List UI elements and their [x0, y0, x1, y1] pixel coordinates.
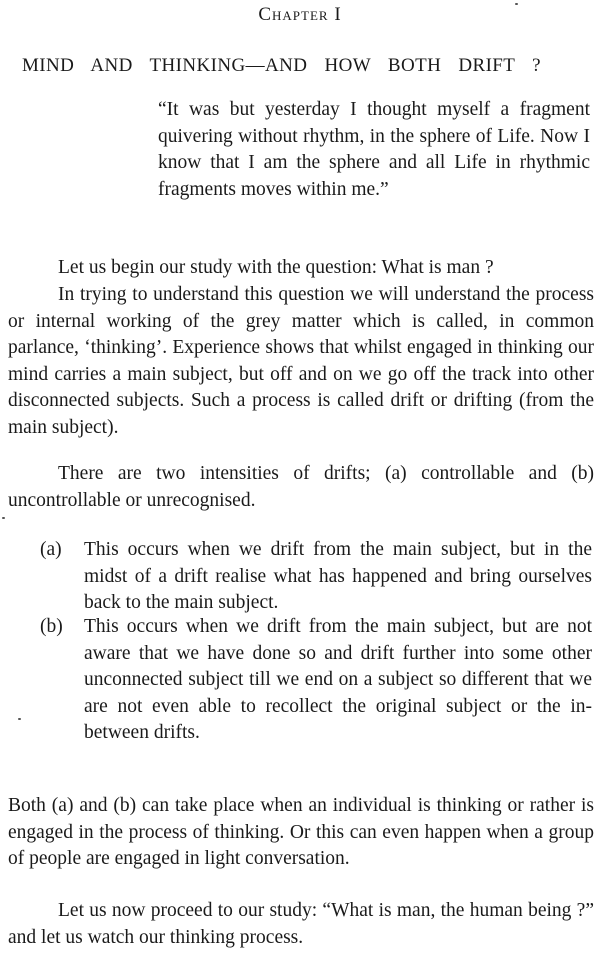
- print-speck: [515, 3, 518, 5]
- list-text-a: This occurs when we drift from the main subject, but in the midst of a drift realise what has happened and bring ourselves back to the main subject.: [84, 539, 592, 613]
- list-marker-a: (a): [40, 539, 62, 560]
- print-speck: [18, 718, 21, 720]
- list-marker-b: (b): [40, 616, 63, 637]
- print-speck: [2, 517, 5, 519]
- chapter-title: MIND AND THINKING—AND HOW BOTH DRIFT ?: [22, 55, 541, 76]
- paragraph-two-intensities: There are two intensities of drifts; (a) controllable and (b) uncontrollable or unrecognised.: [8, 463, 594, 511]
- chapter-label: Chapter I: [258, 4, 342, 25]
- epigraph-quote: “It was but yesterday I thought myself a fragment quivering without rhythm, in the sphere of Life. Now I know that I am the sphere and all Life in rhythmic fragments moves within me.”: [158, 99, 590, 200]
- list-item-b: [40, 614, 592, 747]
- paragraph-both: Both (a) and (b) can take place when an individual is thinking or rather is engaged in the process of thinking. Or this can even happen when a group of people are engaged in light conversation.: [8, 795, 594, 869]
- paragraph-trying: In trying to understand this question we will understand the process or internal working of the grey matter which is called, in common parlance, ‘thinking’. Experience shows that whilst engaged in thinking our mind carries a main subject, but off and on we go off the track into other disconnected subjects. Such a process is called drift or drifting (from the main subject).: [8, 284, 594, 438]
- list-text-b: This occurs when we drift from the main subject, but are not aware that we have done so and drift further into some other unconnected subject till we end on a subject so different that we are not even able to recollect the original subject or the in-between drifts.: [84, 616, 592, 743]
- list-item-a: [40, 537, 592, 617]
- paragraph-proceed: Let us now proceed to our study: “What is man, the human being ?” and let us watch our thinking process.: [8, 900, 594, 948]
- paragraph-begin: Let us begin our study with the question: What is man ?: [58, 257, 494, 278]
